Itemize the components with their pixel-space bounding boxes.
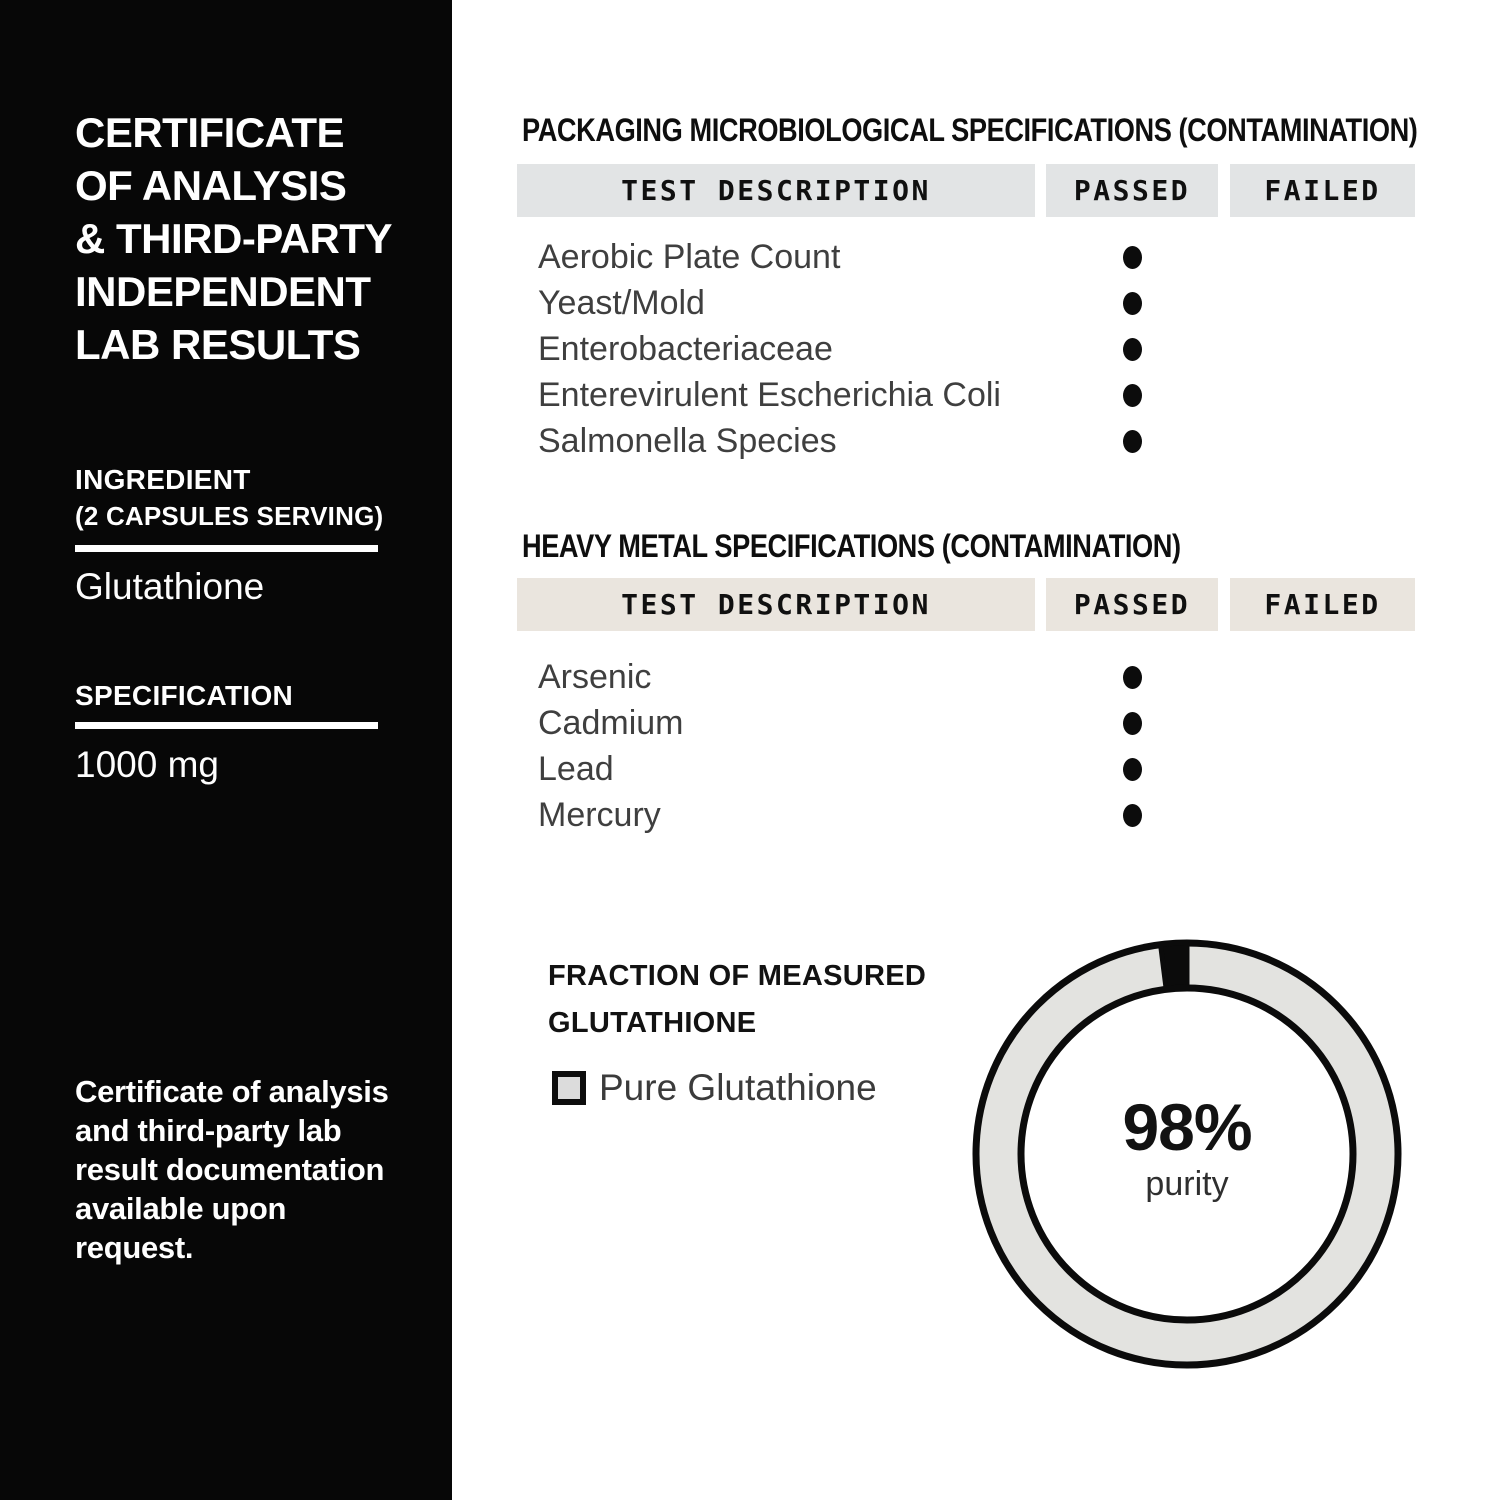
specification-label: SPECIFICATION (75, 680, 294, 711)
chart-legend (552, 1068, 877, 1108)
passed-dot-icon (1123, 712, 1142, 735)
donut-chart-svg (965, 932, 1409, 1376)
section-title-heavy-metal: HEAVY METAL SPECIFICATIONS (CONTAMINATION) (522, 528, 1181, 564)
table-row (517, 372, 1415, 418)
failed-cell (1230, 234, 1415, 280)
test-description: Enterobacteriaceae (538, 330, 833, 368)
test-description: Yeast/Mold (538, 284, 705, 322)
passed-dot-icon (1123, 758, 1142, 781)
passed-cell (1046, 326, 1218, 372)
column-header-failed: FAILED (1230, 578, 1415, 631)
passed-cell (1046, 418, 1218, 464)
test-description: Arsenic (538, 658, 652, 696)
specification-value: 1000 mg (75, 744, 219, 785)
passed-cell (1046, 234, 1218, 280)
failed-cell (1230, 746, 1415, 792)
column-header-test-description: TEST DESCRIPTION (517, 578, 1035, 631)
passed-cell (1046, 654, 1218, 700)
passed-cell (1046, 700, 1218, 746)
passed-dot-icon (1123, 666, 1142, 689)
availability-note: Certificate of analysis and third-party lab result documentation available upon request. (75, 1074, 389, 1265)
purity-label: purity (1145, 1165, 1229, 1203)
failed-cell (1230, 372, 1415, 418)
failed-cell (1230, 326, 1415, 372)
table-row (517, 280, 1415, 326)
ingredient-sublabel: (2 CAPSULES SERVING) (75, 501, 384, 531)
column-header-test-description: TEST DESCRIPTION (517, 164, 1035, 217)
title-line: INDEPENDENT (75, 268, 371, 315)
legend-label: Pure Glutathione (599, 1067, 877, 1108)
passed-dot-icon (1123, 338, 1142, 361)
test-description: Mercury (538, 796, 661, 834)
passed-dot-icon (1123, 292, 1142, 315)
passed-dot-icon (1123, 804, 1142, 827)
passed-cell (1046, 372, 1218, 418)
divider-rule (75, 722, 378, 729)
microbiological-table-rows (517, 234, 1415, 464)
table-row (517, 746, 1415, 792)
heavy-metal-table-rows (517, 654, 1415, 838)
table-row (517, 326, 1415, 372)
title-line: LAB RESULTS (75, 321, 361, 368)
table-row (517, 700, 1415, 746)
ingredient-value: Glutathione (75, 566, 265, 607)
failed-cell (1230, 418, 1415, 464)
failed-cell (1230, 654, 1415, 700)
purity-value: 98% (1122, 1090, 1252, 1164)
title-line: & THIRD-PARTY (75, 215, 393, 262)
column-header-passed: PASSED (1046, 578, 1218, 631)
table-row (517, 654, 1415, 700)
test-description: Salmonella Species (538, 422, 837, 460)
failed-cell (1230, 700, 1415, 746)
table-row (517, 234, 1415, 280)
failed-cell (1230, 792, 1415, 838)
title-line: OF ANALYSIS (75, 162, 347, 209)
passed-cell (1046, 746, 1218, 792)
passed-dot-icon (1123, 384, 1142, 407)
test-description: Lead (538, 750, 614, 788)
sidebar (0, 0, 452, 1500)
divider-rule (75, 545, 378, 552)
fraction-heading: FRACTION OF MEASURED GLUTATHIONE (548, 960, 927, 1039)
column-header-failed: FAILED (1230, 164, 1415, 217)
table-row (517, 792, 1415, 838)
purity-donut-chart (965, 932, 1409, 1376)
page-title (75, 106, 392, 371)
section-title-microbiological: PACKAGING MICROBIOLOGICAL SPECIFICATIONS (CONTAMINATION) (522, 112, 1418, 148)
test-description: Cadmium (538, 704, 684, 742)
column-header-passed: PASSED (1046, 164, 1218, 217)
test-description: Aerobic Plate Count (538, 238, 841, 276)
donut-slice-impurity (1161, 943, 1187, 989)
ingredient-label: INGREDIENT (2 CAPSULES SERVING) (75, 462, 383, 534)
failed-cell (1230, 280, 1415, 326)
test-description: Enterevirulent Escherichia Coli (538, 376, 1001, 414)
passed-cell (1046, 280, 1218, 326)
legend-swatch-icon (552, 1071, 586, 1105)
passed-cell (1046, 792, 1218, 838)
table-row (517, 418, 1415, 464)
passed-dot-icon (1123, 246, 1142, 269)
title-line: CERTIFICATE (75, 109, 345, 156)
passed-dot-icon (1123, 430, 1142, 453)
